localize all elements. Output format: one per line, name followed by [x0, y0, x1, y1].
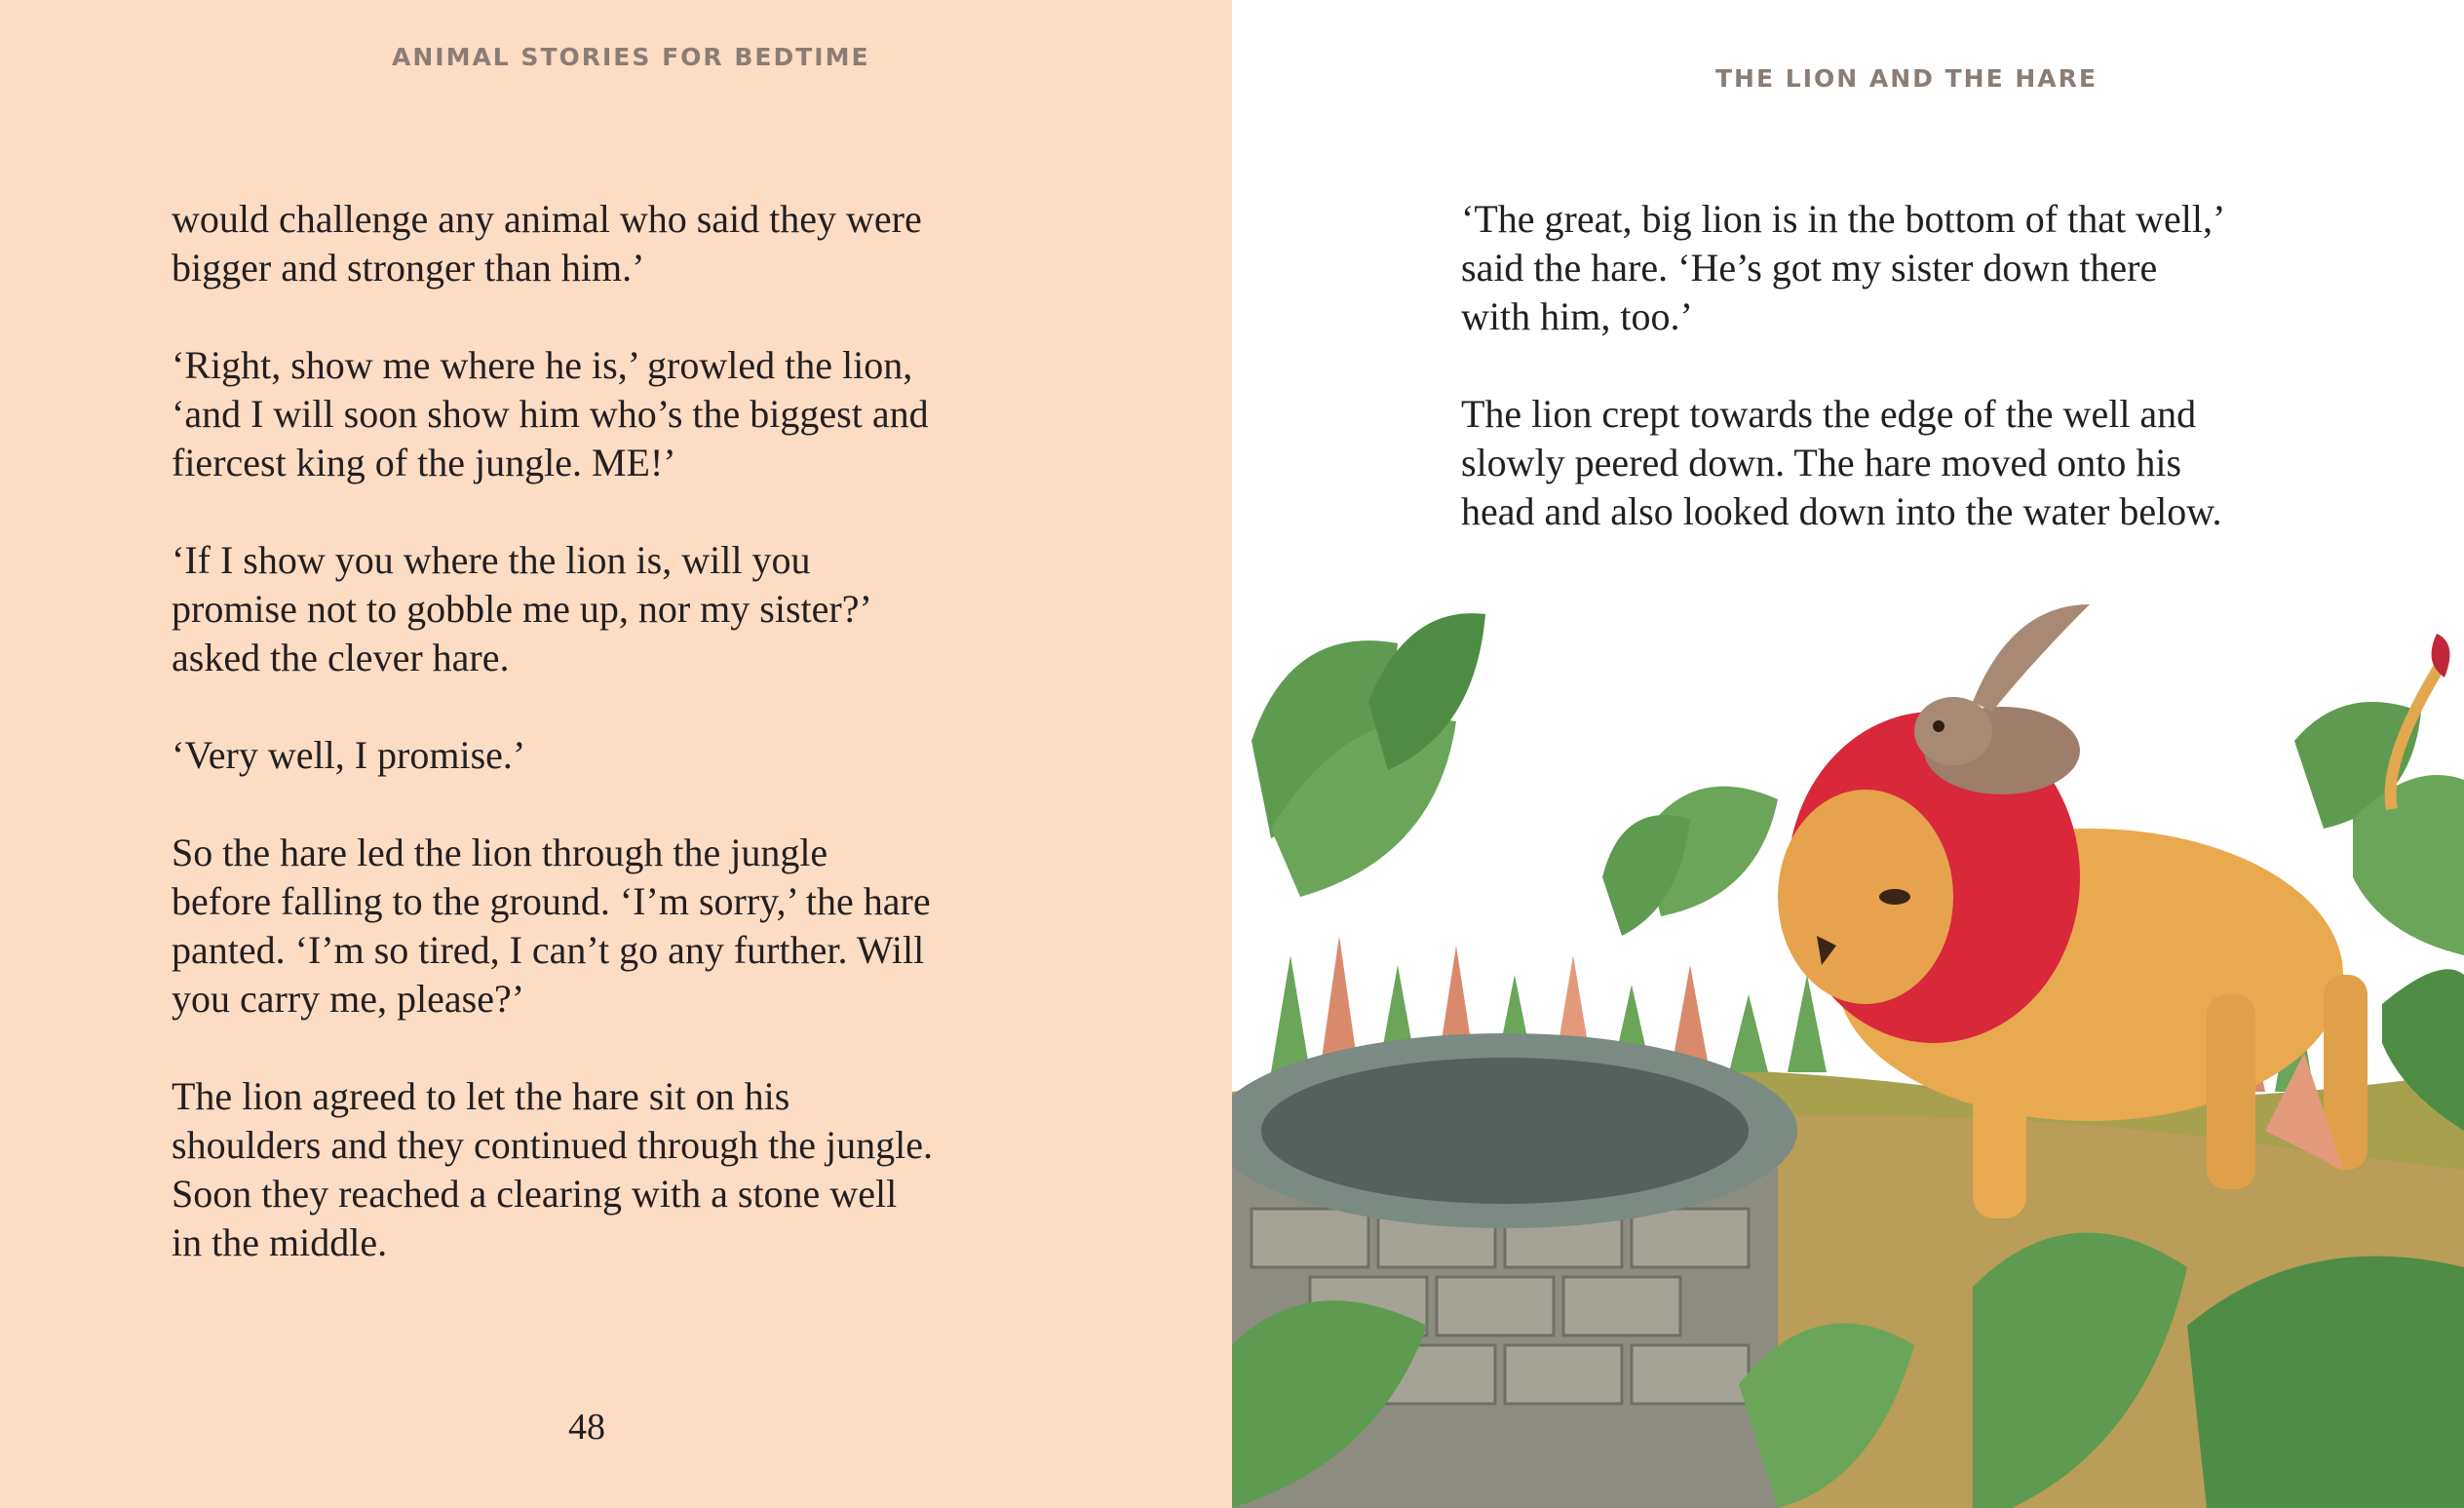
page-number: 48 — [568, 1407, 605, 1448]
paragraph: So the hare led the lion through the jungle before falling to the ground. ‘I’m sorry,’ the hare panted. ‘I’m so tired, I can’t go any further. Will you carry me, please?’ — [172, 831, 931, 1021]
right-page-body — [1461, 195, 2338, 585]
paragraph: would challenge any animal who said they were bigger and stronger than him.’ — [172, 197, 922, 290]
paragraph: ‘Very well, I promise.’ — [172, 733, 526, 777]
right-page — [1232, 0, 2464, 1508]
paragraph: ‘The great, big lion is in the bottom of that well,’ said the hare. ‘He’s got my sister down there with him, too.’ — [1461, 197, 2226, 338]
running-head: THE LION AND THE HARE — [1715, 64, 2098, 93]
paragraph: The lion agreed to let the hare sit on his shoulders and they continued through the jungle. Soon they reached a clearing with a stone well in the middle. — [172, 1074, 933, 1264]
hare — [1914, 604, 2090, 794]
running-head: ANIMAL STORIES FOR BEDTIME — [392, 43, 870, 71]
paragraph: The lion crept towards the edge of the well and slowly peered down. The hare moved onto his head and also looked down into the water below. — [1461, 392, 2222, 533]
paragraph: ‘Right, show me where he is,’ growled the lion, ‘and I will soon show him who’s the biggest and fiercest king of the jungle. ME!’ — [172, 343, 929, 484]
paragraph: ‘If I show you where the lion is, will you promise not to gobble me up, nor my sister?’ asked the clever hare. — [172, 538, 872, 679]
left-page-body — [172, 195, 1049, 1316]
lion-hare-well-illustration — [1232, 585, 2464, 1508]
